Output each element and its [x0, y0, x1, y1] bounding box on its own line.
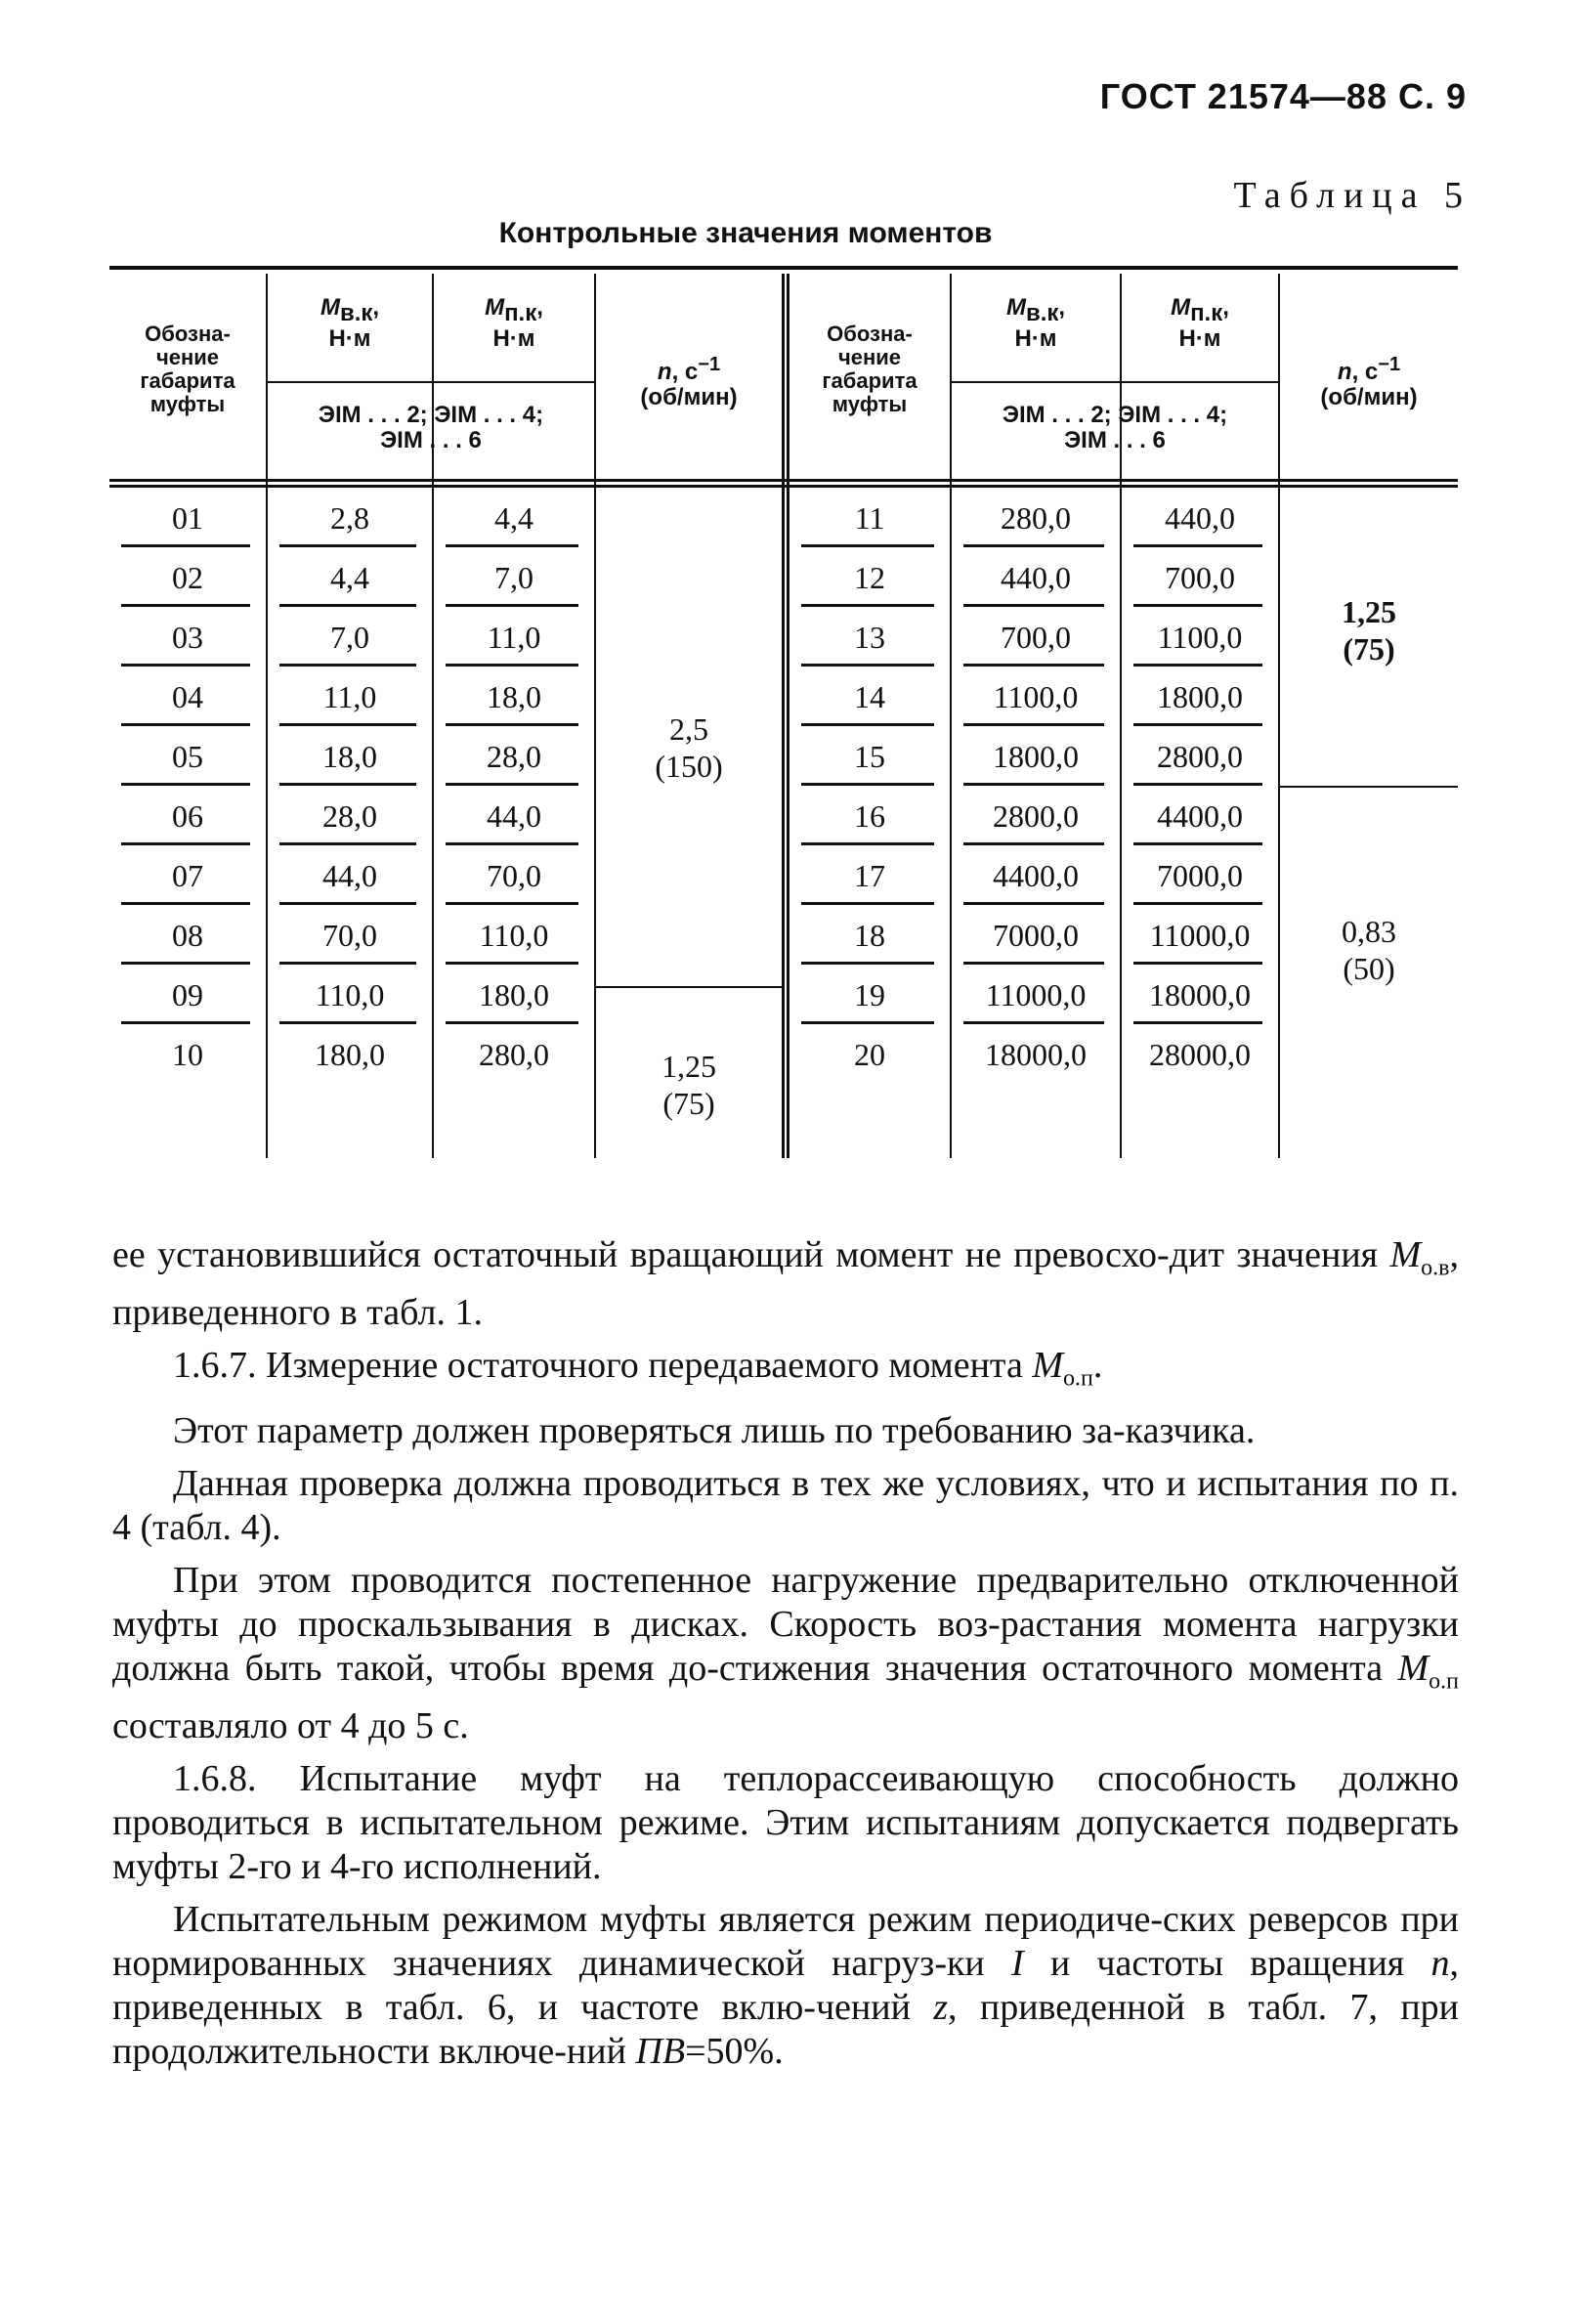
header-models-left: ЭIМ . . . 2; ЭIМ . . . 4; ЭIМ . . . 6	[318, 402, 544, 453]
right-row-designation-cell: 11	[854, 500, 885, 536]
right-row-m-vk-cell: 700,0	[1001, 620, 1071, 655]
right-row-m-pk-cell: 440,0	[1165, 500, 1235, 536]
left-row-designation-cell: 03	[172, 620, 203, 655]
left-row-m-vk-cell: 7,0	[330, 620, 369, 655]
n-value-left-group-a: 2,5 (150)	[655, 711, 723, 784]
paragraph: Данная проверка должна проводиться в тех же условиях, что и испытания по п. 4 (табл. 4).	[112, 1463, 1459, 1549]
left-row-m-pk-cell: 70,0	[487, 858, 541, 893]
right-row-m-pk-cell: 28000,0	[1149, 1037, 1251, 1072]
right-row-designation-cell: 16	[854, 798, 885, 834]
right-row-designation-cell: 14	[854, 679, 885, 714]
left-row-designation-cell: 08	[172, 918, 203, 953]
n-value-right-group-b: 0,83 (50)	[1342, 914, 1396, 986]
paragraph: Этот параметр должен проверяться лишь по требованию за-казчика.	[173, 1410, 1256, 1452]
left-row-m-pk-cell: 44,0	[487, 798, 541, 834]
header-m-pk-right: $М_{п.к}$, Н·м	[1171, 294, 1229, 352]
header-m-vk-right: $М_{в.к}$, Н·м	[1005, 294, 1066, 352]
right-row-m-pk-cell: 18000,0	[1149, 977, 1251, 1012]
moments-table	[109, 266, 1458, 1165]
right-row-m-vk-cell: 7000,0	[993, 918, 1079, 953]
right-row-m-pk-cell: 2800,0	[1157, 739, 1243, 774]
header-models-right: ЭIМ . . . 2; ЭIМ . . . 4; ЭIМ . . . 6	[1002, 402, 1228, 453]
header-designation-left: Обозна- чение габарита муфты	[140, 322, 235, 416]
left-row-designation-cell: 02	[172, 560, 203, 595]
left-row-m-vk-cell: 4,4	[330, 560, 369, 595]
right-row-m-vk-cell: 440,0	[1001, 560, 1071, 595]
left-row-designation-cell: 09	[172, 977, 203, 1012]
right-row-m-pk-cell: 1800,0	[1157, 679, 1243, 714]
right-row-designation-cell: 20	[854, 1037, 885, 1072]
right-row-m-pk-cell: 1100,0	[1157, 620, 1243, 655]
right-row-designation-cell: 15	[854, 739, 885, 774]
right-row-m-pk-cell: 11000,0	[1149, 918, 1251, 953]
body-text	[112, 1233, 1459, 2083]
right-row-designation-cell: 18	[854, 918, 885, 953]
page-header: ГОСТ 21574—88 С. 9	[1099, 76, 1467, 116]
header-m-pk-left: $М_{п.к}$, Н·м	[485, 294, 543, 352]
right-row-m-vk-cell: 1100,0	[993, 679, 1079, 714]
table-title: Контрольные значения моментов	[498, 217, 993, 249]
left-row-m-vk-cell: 44,0	[322, 858, 377, 893]
left-row-designation-cell: 05	[172, 739, 203, 774]
paragraph: При этом проводится постепенное нагружение предварительно отключенной муфты до проскальзывания в дисках. Скорость воз-растания момента нагрузки должна быть такой, чтобы время до-стижения значения остаточного момента $М_{о.п}$ составляло от 4 до 5 с.	[112, 1560, 1459, 1746]
n-value-left-group-b: 1,25 (75)	[661, 1049, 716, 1121]
left-row-m-vk-cell: 28,0	[322, 798, 377, 834]
right-row-m-pk-cell: 4400,0	[1157, 798, 1243, 834]
left-row-designation-cell: 07	[172, 858, 203, 893]
right-row-m-vk-cell: 2800,0	[993, 798, 1079, 834]
left-row-m-pk-cell: 4,4	[494, 500, 533, 536]
right-row-m-pk-cell: 7000,0	[1157, 858, 1243, 893]
right-row-m-vk-cell: 1800,0	[993, 739, 1079, 774]
paragraph: Испытательным режимом муфты является режим периодиче-ских реверсов при нормированных значениях динамической нагруз-ки I и частоты вращения n, приведенных в табл. 6, и частоте вклю-чений z, приведенной в табл. 7, при продолжительности включе-ний ПВ=50%.	[112, 1898, 1459, 2072]
paragraph: 1.6.7. Измерение остаточного передаваемого момента $М_{о.п}$.	[173, 1344, 1103, 1392]
header-designation-right: Обозна- чение габарита муфты	[822, 322, 918, 416]
header-n-right: n, $с^{-1}$ (об/мин)	[1320, 354, 1418, 410]
right-row-designation-cell: 12	[854, 560, 885, 595]
paragraph: ее установившийся остаточный вращающий момент не превосхо-дит значения $М_{о.в}$, приведенного в табл. 1.	[112, 1234, 1459, 1333]
left-row-m-vk-cell: 18,0	[322, 739, 377, 774]
table-label: Таблица 5	[1233, 175, 1472, 216]
left-row-m-vk-cell: 180,0	[315, 1037, 385, 1072]
left-row-designation-cell: 01	[172, 500, 203, 536]
left-row-m-vk-cell: 2,8	[330, 500, 369, 536]
left-row-designation-cell: 10	[172, 1037, 203, 1072]
left-row-m-vk-cell: 70,0	[322, 918, 377, 953]
left-row-m-pk-cell: 11,0	[487, 620, 541, 655]
left-row-m-vk-cell: 11,0	[322, 679, 377, 714]
header-n-left: n, $с^{-1}$ (об/мин)	[640, 354, 738, 410]
left-row-designation-cell: 04	[172, 679, 203, 714]
right-row-m-vk-cell: 11000,0	[985, 977, 1087, 1012]
right-row-m-vk-cell: 18000,0	[985, 1037, 1087, 1072]
left-row-m-pk-cell: 110,0	[479, 918, 549, 953]
right-row-designation-cell: 19	[854, 977, 885, 1012]
left-row-designation-cell: 06	[172, 798, 203, 834]
left-row-m-pk-cell: 180,0	[479, 977, 549, 1012]
right-row-m-pk-cell: 700,0	[1165, 560, 1235, 595]
right-row-m-vk-cell: 4400,0	[993, 858, 1079, 893]
left-row-m-pk-cell: 28,0	[487, 739, 541, 774]
right-row-m-vk-cell: 280,0	[1001, 500, 1071, 536]
n-value-right-group-a: 1,25 (75)	[1342, 594, 1396, 667]
left-row-m-pk-cell: 280,0	[479, 1037, 549, 1072]
right-row-designation-cell: 13	[854, 620, 885, 655]
paragraph: 1.6.8. Испытание муфт на теплорассеивающую способность должно проводиться в испытательном режиме. Этим испытаниям допускается подвергать муфты 2-го и 4-го исполнений.	[112, 1757, 1459, 1887]
right-row-designation-cell: 17	[854, 858, 885, 893]
left-row-m-pk-cell: 18,0	[487, 679, 541, 714]
left-row-m-pk-cell: 7,0	[494, 560, 533, 595]
header-m-vk-left: $М_{в.к}$, Н·м	[320, 294, 380, 352]
left-row-m-vk-cell: 110,0	[315, 977, 385, 1012]
